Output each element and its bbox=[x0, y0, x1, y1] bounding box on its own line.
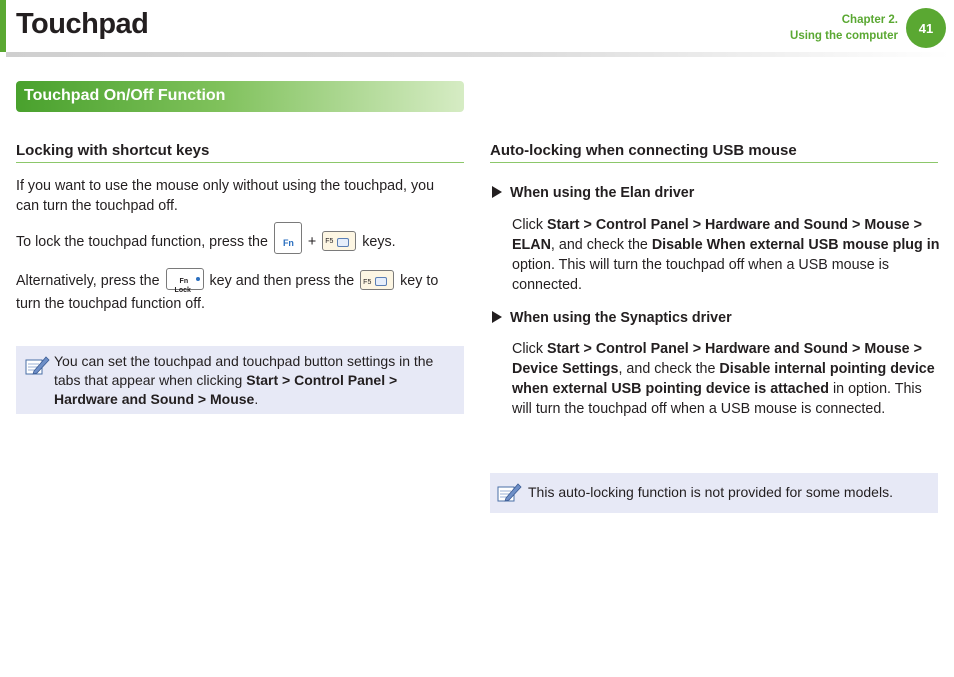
note-box-autolock bbox=[490, 473, 938, 513]
lock-keys-text-post: keys. bbox=[362, 233, 396, 250]
section-title-bar: Touchpad On/Off Function bbox=[16, 81, 464, 112]
synaptics-option: Disable internal pointing device when external USB pointing device is attached bbox=[512, 361, 935, 397]
synaptics-instructions bbox=[512, 339, 940, 419]
elan-instructions bbox=[512, 215, 940, 295]
chapter-title: Using the computer bbox=[790, 30, 898, 42]
lock-keys-text-pre: To lock the touchpad function, press the bbox=[16, 233, 268, 250]
elan-path: Start > Control Panel > Hardware and Sound > Mouse > ELAN bbox=[512, 217, 922, 253]
fn-lock-key-bottom: Lock bbox=[174, 287, 191, 295]
note-settings-path: Start > Control Panel > Hardware and Sound > Mouse bbox=[54, 372, 398, 407]
synaptics-text-1: Click bbox=[512, 341, 547, 357]
arrow-bullet-icon-2 bbox=[492, 311, 502, 323]
fnlock-text-post: key to turn the touchpad function off. bbox=[16, 273, 439, 312]
synaptics-driver-heading-text: When using the Synaptics driver bbox=[510, 310, 732, 326]
paragraph-fnlock bbox=[16, 270, 464, 316]
paragraph-lock-keys bbox=[16, 230, 464, 254]
synaptics-driver-heading bbox=[492, 310, 732, 326]
touchpad-glyph-icon bbox=[337, 238, 349, 247]
note-pencil-icon bbox=[24, 354, 50, 378]
f5-touchpad-key-icon-2 bbox=[360, 270, 394, 290]
fn-lock-key-icon bbox=[166, 268, 204, 295]
header-accent-bar bbox=[0, 0, 6, 52]
plus-sign: + bbox=[307, 233, 317, 250]
elan-driver-heading-text: When using the Elan driver bbox=[510, 185, 695, 201]
fnlock-text-mid: key and then press the bbox=[209, 273, 355, 289]
elan-driver-heading bbox=[492, 185, 694, 201]
header-divider bbox=[6, 52, 950, 57]
note-settings-period: . bbox=[254, 391, 259, 407]
synaptics-path: Start > Control Panel > Hardware and Sound > Mouse > Device Settings bbox=[512, 341, 922, 377]
fn-lock-indicator-icon bbox=[196, 277, 200, 281]
elan-option: Disable When external USB mouse plug in bbox=[651, 237, 940, 253]
touchpad-glyph-icon-2 bbox=[375, 277, 387, 286]
page-title: Touchpad bbox=[16, 8, 149, 40]
elan-text-3: option. This will turn the touchpad off when a USB mouse is connected. bbox=[512, 257, 889, 293]
note-autolock-text: This auto-locking function is not provided for some models. bbox=[528, 484, 893, 500]
f5-key-label-2: F5 bbox=[363, 279, 372, 287]
elan-text-2: , and check the bbox=[550, 237, 652, 253]
subheading-usb-autolock: Auto-locking when connecting USB mouse bbox=[490, 142, 938, 163]
arrow-bullet-icon bbox=[492, 186, 502, 198]
f5-touchpad-key-icon bbox=[322, 231, 356, 251]
note-settings-text: You can set the touchpad and touchpad button settings in the tabs that appear when clicking bbox=[54, 353, 434, 388]
fnlock-text-pre: Alternatively, press the bbox=[16, 273, 160, 289]
synaptics-text-3: in option. This will turn the touchpad off when a USB mouse is connected. bbox=[512, 381, 922, 417]
synaptics-text-2: , and check the bbox=[618, 361, 720, 377]
subheading-shortcut-keys: Locking with shortcut keys bbox=[16, 142, 464, 163]
elan-text-1: Click bbox=[512, 217, 547, 233]
fn-key-icon bbox=[274, 222, 302, 254]
f5-key-label: F5 bbox=[325, 238, 334, 245]
note-box-settings bbox=[16, 346, 464, 414]
fn-lock-key-top: Fn bbox=[179, 278, 189, 286]
page-number-badge: 41 bbox=[906, 8, 946, 48]
paragraph-intro: If you want to use the mouse only without using the touchpad, you can turn the touchpad off. bbox=[16, 178, 435, 214]
fn-key-label: Fn bbox=[282, 238, 294, 248]
chapter-number: Chapter 2. bbox=[841, 14, 898, 26]
note-pencil-icon-2 bbox=[496, 481, 522, 505]
chapter-label bbox=[790, 12, 898, 44]
